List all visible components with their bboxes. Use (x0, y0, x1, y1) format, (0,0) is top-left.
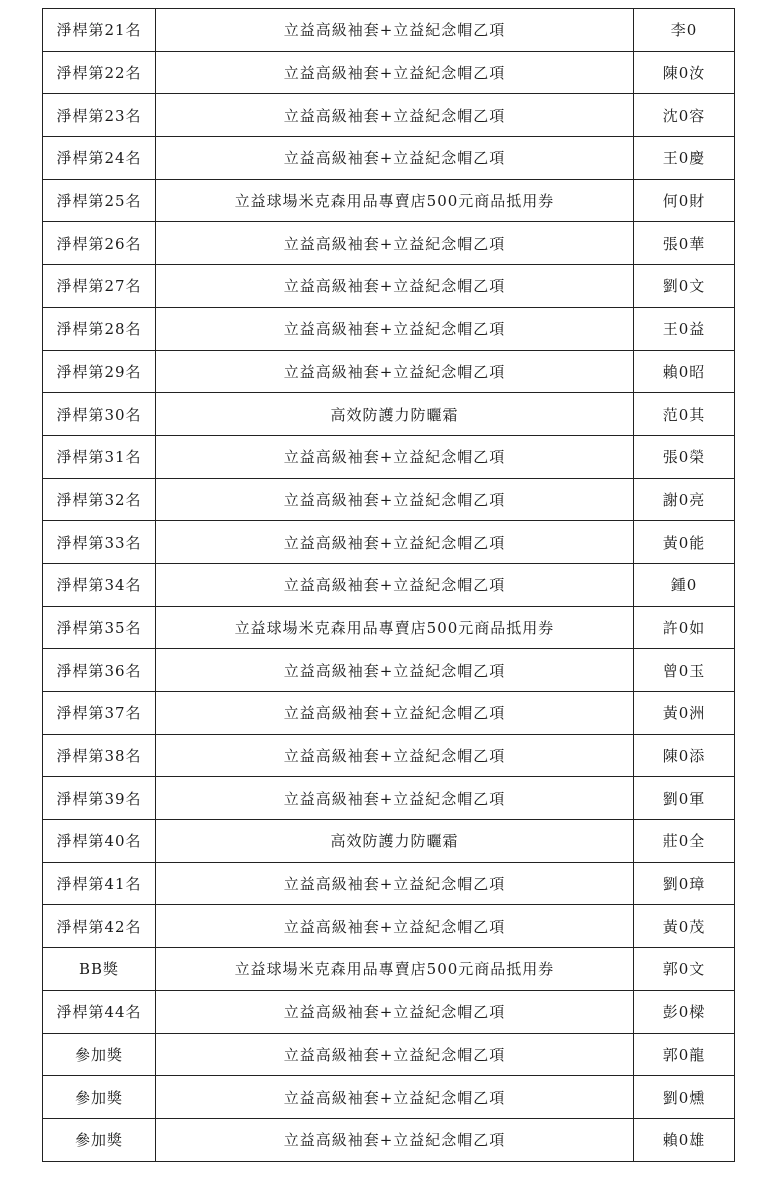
winner-cell: 郭0文 (634, 948, 735, 991)
rank-cell: 淨桿第38名 (43, 734, 156, 777)
prize-cell: 立益高級袖套+立益紀念帽乙項 (156, 435, 634, 478)
table-row (43, 948, 735, 991)
winner-cell: 沈0容 (634, 94, 735, 137)
rank-cell: 淨桿第34名 (43, 563, 156, 606)
winner-cell: 莊0全 (634, 820, 735, 863)
table-row (43, 137, 735, 180)
table-row (43, 307, 735, 350)
prize-cell: 立益高級袖套+立益紀念帽乙項 (156, 563, 634, 606)
prize-cell: 立益高級袖套+立益紀念帽乙項 (156, 521, 634, 564)
table-row (43, 777, 735, 820)
table-row (43, 734, 735, 777)
rank-cell: 淨桿第25名 (43, 179, 156, 222)
rank-cell: 淨桿第22名 (43, 51, 156, 94)
table-row (43, 692, 735, 735)
table-row (43, 1118, 735, 1161)
winner-cell: 劉0燻 (634, 1076, 735, 1119)
table-row (43, 393, 735, 436)
prize-cell: 高效防護力防曬霜 (156, 820, 634, 863)
winner-cell: 謝0亮 (634, 478, 735, 521)
winner-cell: 陳0添 (634, 734, 735, 777)
prize-cell: 立益高級袖套+立益紀念帽乙項 (156, 1076, 634, 1119)
prize-cell: 立益高級袖套+立益紀念帽乙項 (156, 1118, 634, 1161)
table-row (43, 51, 735, 94)
prize-cell: 立益球場米克森用品專賣店500元商品抵用券 (156, 179, 634, 222)
table-row (43, 521, 735, 564)
rank-cell: 淨桿第35名 (43, 606, 156, 649)
winner-cell: 賴0雄 (634, 1118, 735, 1161)
winner-cell: 劉0軍 (634, 777, 735, 820)
prize-cell: 立益高級袖套+立益紀念帽乙項 (156, 307, 634, 350)
table-row (43, 649, 735, 692)
table-row (43, 905, 735, 948)
rank-cell: 淨桿第44名 (43, 990, 156, 1033)
rank-cell: BB獎 (43, 948, 156, 991)
table-row (43, 990, 735, 1033)
rank-cell: 淨桿第27名 (43, 265, 156, 308)
winner-cell: 黃0能 (634, 521, 735, 564)
winner-cell: 范0其 (634, 393, 735, 436)
winner-cell: 彭0樑 (634, 990, 735, 1033)
prize-cell: 立益高級袖套+立益紀念帽乙項 (156, 905, 634, 948)
prize-cell: 高效防護力防曬霜 (156, 393, 634, 436)
prize-cell: 立益高級袖套+立益紀念帽乙項 (156, 734, 634, 777)
table-row (43, 606, 735, 649)
prize-cell: 立益高級袖套+立益紀念帽乙項 (156, 137, 634, 180)
winner-cell: 劉0文 (634, 265, 735, 308)
rank-cell: 淨桿第21名 (43, 9, 156, 52)
prize-cell: 立益球場米克森用品專賣店500元商品抵用券 (156, 948, 634, 991)
rank-cell: 淨桿第40名 (43, 820, 156, 863)
prize-cell: 立益高級袖套+立益紀念帽乙項 (156, 265, 634, 308)
rank-cell: 淨桿第32名 (43, 478, 156, 521)
rank-cell: 淨桿第28名 (43, 307, 156, 350)
prize-cell: 立益高級袖套+立益紀念帽乙項 (156, 222, 634, 265)
prize-cell: 立益高級袖套+立益紀念帽乙項 (156, 94, 634, 137)
prize-winners-table (42, 8, 735, 1162)
rank-cell: 淨桿第33名 (43, 521, 156, 564)
winner-cell: 王0益 (634, 307, 735, 350)
table-row (43, 820, 735, 863)
prize-table-body (43, 9, 735, 1162)
rank-cell: 淨桿第36名 (43, 649, 156, 692)
winner-cell: 郭0龍 (634, 1033, 735, 1076)
winner-cell: 王0慶 (634, 137, 735, 180)
rank-cell: 淨桿第26名 (43, 222, 156, 265)
table-row (43, 1076, 735, 1119)
winner-cell: 劉0璋 (634, 862, 735, 905)
prize-cell: 立益高級袖套+立益紀念帽乙項 (156, 1033, 634, 1076)
table-row (43, 435, 735, 478)
prize-cell: 立益球場米克森用品專賣店500元商品抵用券 (156, 606, 634, 649)
winner-cell: 李0 (634, 9, 735, 52)
winner-cell: 許0如 (634, 606, 735, 649)
rank-cell: 參加獎 (43, 1118, 156, 1161)
table-row (43, 478, 735, 521)
rank-cell: 參加獎 (43, 1033, 156, 1076)
rank-cell: 淨桿第37名 (43, 692, 156, 735)
table-row (43, 9, 735, 52)
winner-cell: 鍾0 (634, 563, 735, 606)
winner-cell: 曾0玉 (634, 649, 735, 692)
winner-cell: 黃0茂 (634, 905, 735, 948)
prize-cell: 立益高級袖套+立益紀念帽乙項 (156, 692, 634, 735)
table-row (43, 94, 735, 137)
prize-cell: 立益高級袖套+立益紀念帽乙項 (156, 777, 634, 820)
rank-cell: 淨桿第24名 (43, 137, 156, 180)
winner-cell: 陳0汝 (634, 51, 735, 94)
rank-cell: 淨桿第39名 (43, 777, 156, 820)
rank-cell: 淨桿第31名 (43, 435, 156, 478)
rank-cell: 參加獎 (43, 1076, 156, 1119)
rank-cell: 淨桿第23名 (43, 94, 156, 137)
prize-cell: 立益高級袖套+立益紀念帽乙項 (156, 350, 634, 393)
prize-cell: 立益高級袖套+立益紀念帽乙項 (156, 990, 634, 1033)
winner-cell: 何0財 (634, 179, 735, 222)
rank-cell: 淨桿第41名 (43, 862, 156, 905)
table-row (43, 1033, 735, 1076)
table-row (43, 179, 735, 222)
rank-cell: 淨桿第42名 (43, 905, 156, 948)
winner-cell: 張0榮 (634, 435, 735, 478)
prize-cell: 立益高級袖套+立益紀念帽乙項 (156, 649, 634, 692)
table-row (43, 222, 735, 265)
table-row (43, 350, 735, 393)
winner-cell: 張0華 (634, 222, 735, 265)
winner-cell: 黃0洲 (634, 692, 735, 735)
winner-cell: 賴0昭 (634, 350, 735, 393)
table-row (43, 563, 735, 606)
prize-cell: 立益高級袖套+立益紀念帽乙項 (156, 862, 634, 905)
rank-cell: 淨桿第30名 (43, 393, 156, 436)
rank-cell: 淨桿第29名 (43, 350, 156, 393)
table-row (43, 265, 735, 308)
prize-cell: 立益高級袖套+立益紀念帽乙項 (156, 51, 634, 94)
table-row (43, 862, 735, 905)
prize-cell: 立益高級袖套+立益紀念帽乙項 (156, 478, 634, 521)
prize-cell: 立益高級袖套+立益紀念帽乙項 (156, 9, 634, 52)
